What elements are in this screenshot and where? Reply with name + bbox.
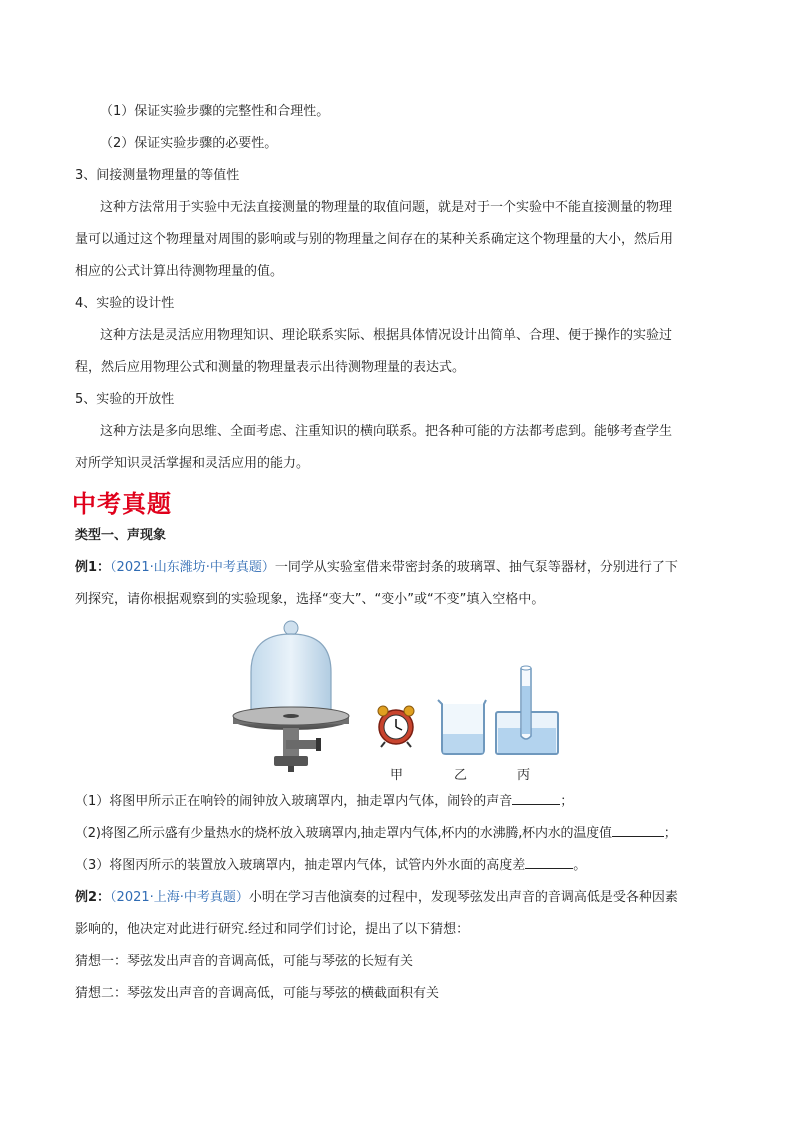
answer-blank-1[interactable] [512,792,560,805]
body-text-line: 相应的公式计算出待测物理量的值。 [75,264,284,279]
body-text-line: 这种方法是灵活应用物理知识、理论联系实际、根据具体情况设计出简单、合理、便于操作的实验过 [100,328,673,343]
body-text-line: （1）保证实验步骤的完整性和合理性。 [100,104,330,119]
section-heading-5: 5、实验的开放性 [75,392,175,407]
question-2-text: （2)将图乙所示盛有少量热水的烧杯放入玻璃罩内,抽走罩内气体,杯内的水沸腾,杯内水的温度值 [75,826,612,841]
guess-1: 猜想一：琴弦发出声音的音调高低，可能与琴弦的长短有关 [75,954,414,969]
answer-blank-2[interactable] [612,824,664,837]
body-text-line: （2）保证实验步骤的必要性。 [100,136,278,151]
figure-label-jia: 甲 [390,768,404,783]
type-heading: 类型一、声现象 [75,528,167,543]
question-3-text: （3）将图丙所示的装置放入玻璃罩内，抽走罩内气体，试管内外水面的高度差 [75,858,526,873]
question-2 [75,824,677,844]
question-1-text: （1）将图甲所示正在响铃的闹钟放入玻璃罩内，抽走罩内气体，闹铃的声音 [75,794,513,809]
experiment-figure [228,616,568,788]
test-tube-setup-icon [496,666,558,754]
body-text-line: 这种方法常用于实验中无法直接测量的物理量的取值问题，就是对于一个实验中不能直接测量的物理 [100,200,673,215]
body-text-line: 对所学知识灵活掌握和灵活应用的能力。 [75,456,310,471]
question-2-end: ； [663,826,677,841]
body-text-line: 这种方法是多向思维、全面考虑、注重知识的横向联系。把各种可能的方法都考虑到。能够考查学生 [100,424,673,439]
example2-line1 [75,888,678,908]
example2-source: （2021·上海·中考真题） [110,890,249,905]
example1-label: 例1： [75,560,111,575]
body-text-line: 程，然后应用物理公式和测量的物理量表示出待测物理量的表达式。 [75,360,466,375]
example1-text: 一同学从实验室借来带密封条的玻璃罩、抽气泵等器材，分别进行了下 [274,560,678,575]
question-1-end: ； [560,794,574,809]
example2-line2: 影响的，他决定对此进行研究.经过和同学们讨论，提出了以下猜想： [75,922,470,937]
question-3-end: 。 [573,858,587,873]
example1-line1 [75,558,678,578]
figure-label-yi: 乙 [454,768,468,783]
body-text-line: 量可以通过这个物理量对周围的影响或与别的物理量之间存在的某种关系确定这个物理量的大小，然后用 [75,232,674,247]
question-1 [75,792,573,812]
guess-2: 猜想二：琴弦发出声音的音调高低，可能与琴弦的横截面积有关 [75,986,440,1001]
section-heading-3: 3、间接测量物理量的等值性 [75,168,240,183]
section-title: 中考真题 [72,490,172,518]
bell-jar [251,621,331,717]
example2-label: 例2： [75,890,111,905]
example1-line2: 列探究，请你根据观察到的实验现象，选择“变大”、“变小”或“不变”填入空格中。 [75,592,545,607]
section-heading-4: 4、实验的设计性 [75,296,175,311]
example1-source: （2021·山东潍坊·中考真题） [110,560,275,575]
vacuum-plate [233,707,349,772]
example2-text: 小明在学习吉他演奏的过程中，发现琴弦发出声音的音调高低是受各种因素 [248,890,678,905]
alarm-clock-icon [378,706,414,747]
figure-label-bing: 丙 [517,768,531,783]
answer-blank-3[interactable] [525,856,573,869]
beaker-icon [438,700,486,754]
question-3 [75,856,586,876]
